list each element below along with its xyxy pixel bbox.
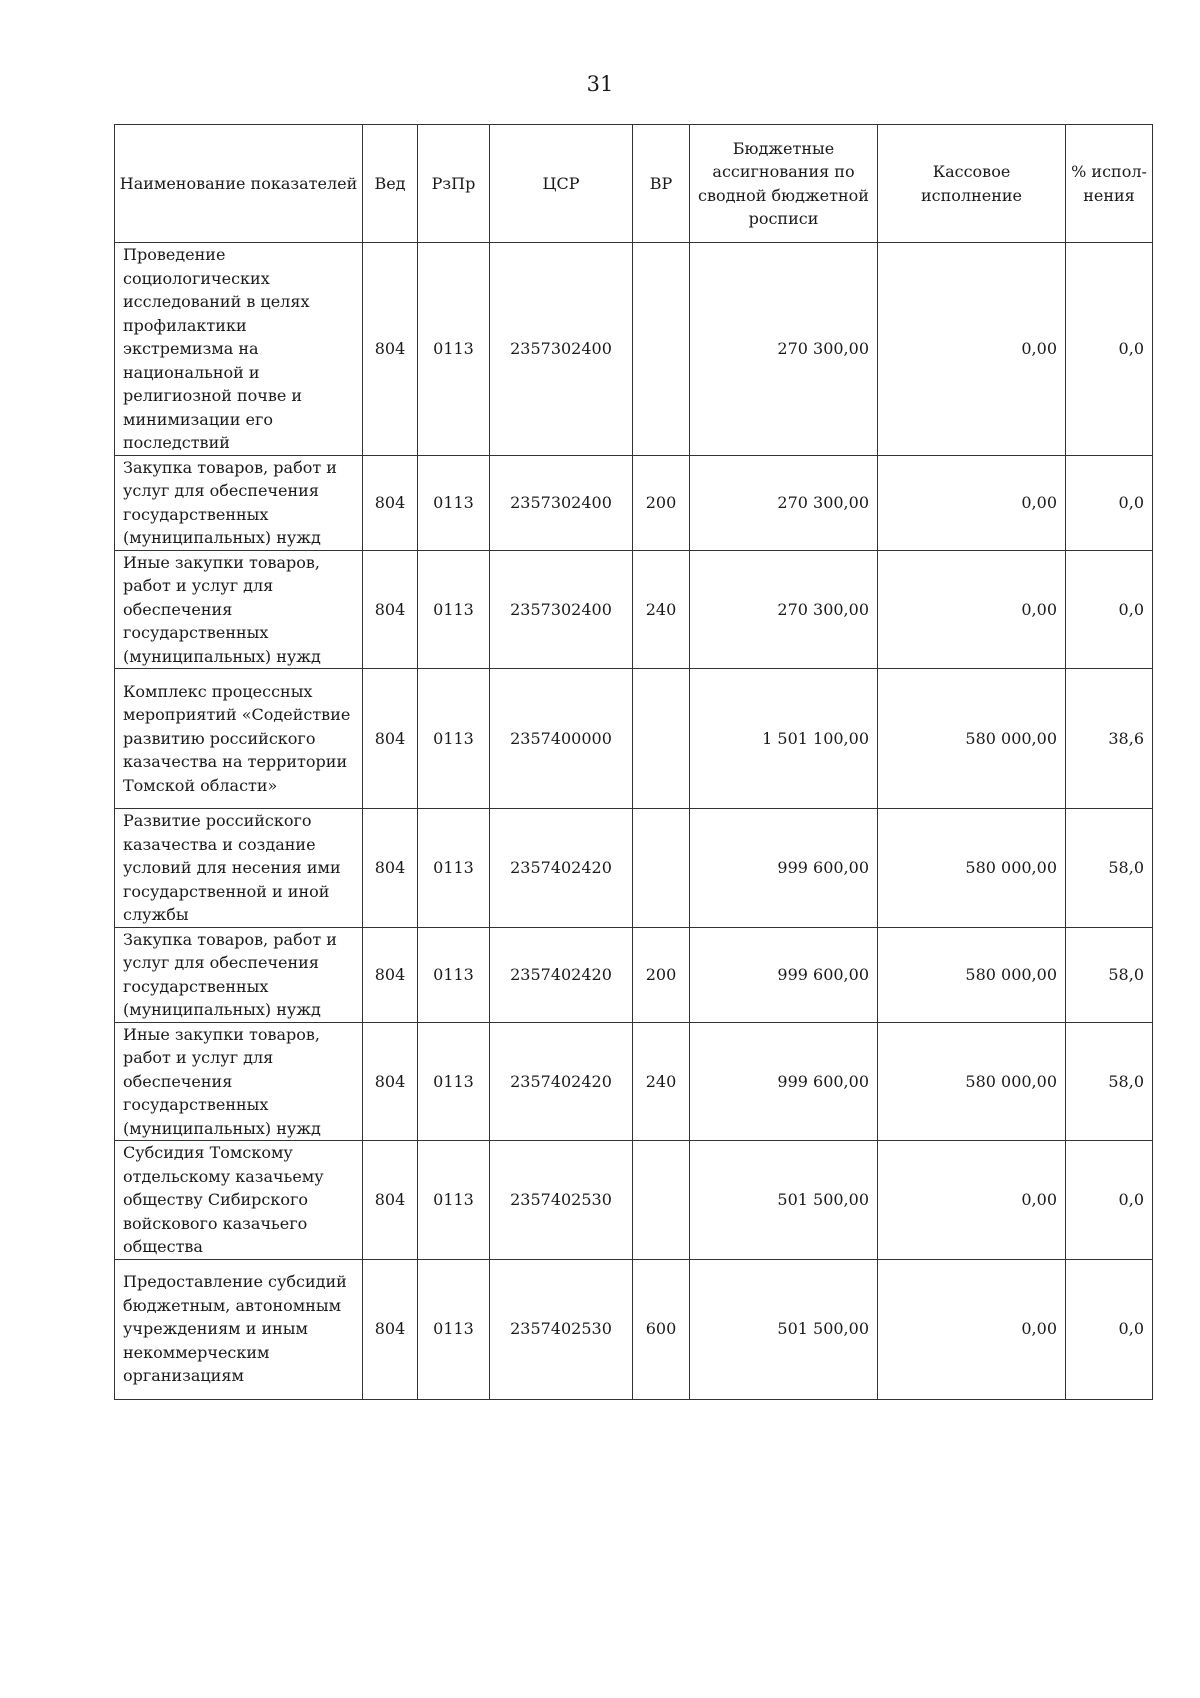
cell-budget: 1 501 100,00: [690, 669, 878, 809]
cell-csr: 2357400000: [490, 669, 633, 809]
cell-cash: 580 000,00: [878, 669, 1066, 809]
page-number: 31: [586, 72, 614, 96]
table-header: [115, 125, 1153, 243]
table-body: [115, 243, 1153, 1400]
table-row: [115, 1141, 1153, 1260]
table-row: [115, 1259, 1153, 1399]
cell-csr: 2357402420: [490, 927, 633, 1022]
cell-rzpr: 0113: [418, 1141, 490, 1260]
header-percent: % испол-нения: [1066, 125, 1153, 243]
cell-vr: [633, 669, 690, 809]
header-vr: ВР: [633, 125, 690, 243]
cell-percent: 58,0: [1066, 1022, 1153, 1141]
cell-vr: [633, 809, 690, 928]
table-row: [115, 809, 1153, 928]
cell-csr: 2357402420: [490, 1022, 633, 1141]
cell-rzpr: 0113: [418, 927, 490, 1022]
header-csr: ЦСР: [490, 125, 633, 243]
cell-name: Предоставление субсидий бюджетным, автономным учреждениям и иным некоммерческим организациям: [115, 1259, 363, 1399]
header-cash: Кассовое исполнение: [878, 125, 1066, 243]
cell-vr: 240: [633, 1022, 690, 1141]
cell-percent: 0,0: [1066, 1141, 1153, 1260]
cell-percent: 0,0: [1066, 550, 1153, 669]
cell-cash: 0,00: [878, 243, 1066, 456]
cell-percent: 58,0: [1066, 809, 1153, 928]
cell-name: Иные закупки товаров, работ и услуг для обеспечения государственных (муниципальных) нужд: [115, 550, 363, 669]
cell-ved: 804: [363, 1141, 418, 1260]
cell-csr: 2357302400: [490, 243, 633, 456]
table-row: [115, 455, 1153, 550]
cell-budget: 999 600,00: [690, 1022, 878, 1141]
cell-percent: 58,0: [1066, 927, 1153, 1022]
header-ved: Вед: [363, 125, 418, 243]
cell-percent: 0,0: [1066, 243, 1153, 456]
cell-ved: 804: [363, 550, 418, 669]
cell-cash: 0,00: [878, 550, 1066, 669]
cell-name: Закупка товаров, работ и услуг для обеспечения государственных (муниципальных) нужд: [115, 927, 363, 1022]
cell-rzpr: 0113: [418, 455, 490, 550]
budget-execution-table: [114, 124, 1153, 1400]
cell-name: Развитие российского казачества и создание условий для несения ими государственной и иной службы: [115, 809, 363, 928]
cell-ved: 804: [363, 455, 418, 550]
cell-cash: 580 000,00: [878, 927, 1066, 1022]
cell-rzpr: 0113: [418, 550, 490, 669]
cell-vr: 240: [633, 550, 690, 669]
cell-cash: 580 000,00: [878, 809, 1066, 928]
cell-vr: 200: [633, 927, 690, 1022]
cell-ved: 804: [363, 1022, 418, 1141]
cell-rzpr: 0113: [418, 669, 490, 809]
cell-ved: 804: [363, 669, 418, 809]
cell-cash: 580 000,00: [878, 1022, 1066, 1141]
cell-csr: 2357302400: [490, 455, 633, 550]
cell-budget: 999 600,00: [690, 809, 878, 928]
table-row: [115, 243, 1153, 456]
cell-budget: 270 300,00: [690, 243, 878, 456]
cell-budget: 501 500,00: [690, 1259, 878, 1399]
header-rzpr: РзПр: [418, 125, 490, 243]
header-name: Наименование показателей: [115, 125, 363, 243]
table-row: [115, 927, 1153, 1022]
cell-csr: 2357402530: [490, 1259, 633, 1399]
cell-rzpr: 0113: [418, 243, 490, 456]
cell-budget: 999 600,00: [690, 927, 878, 1022]
cell-ved: 804: [363, 809, 418, 928]
cell-vr: [633, 1141, 690, 1260]
table-row: [115, 669, 1153, 809]
cell-name: Субсидия Томскому отдельскому казачьему обществу Сибирского войскового казачьего общества: [115, 1141, 363, 1260]
cell-csr: 2357402530: [490, 1141, 633, 1260]
cell-vr: 600: [633, 1259, 690, 1399]
cell-cash: 0,00: [878, 1259, 1066, 1399]
cell-vr: [633, 243, 690, 456]
cell-name: Иные закупки товаров, работ и услуг для обеспечения государственных (муниципальных) нужд: [115, 1022, 363, 1141]
cell-budget: 270 300,00: [690, 550, 878, 669]
cell-percent: 0,0: [1066, 455, 1153, 550]
cell-vr: 200: [633, 455, 690, 550]
cell-name: Закупка товаров, работ и услуг для обеспечения государственных (муниципальных) нужд: [115, 455, 363, 550]
cell-csr: 2357302400: [490, 550, 633, 669]
cell-budget: 270 300,00: [690, 455, 878, 550]
cell-rzpr: 0113: [418, 1022, 490, 1141]
cell-name: Проведение социологических исследований в целях профилактики экстремизма на национальной и религиозной почве и минимизации его последствий: [115, 243, 363, 456]
cell-name: Комплекс процессных мероприятий «Содействие развитию российского казачества на территории Томской области»: [115, 669, 363, 809]
cell-percent: 38,6: [1066, 669, 1153, 809]
cell-ved: 804: [363, 1259, 418, 1399]
cell-cash: 0,00: [878, 1141, 1066, 1260]
cell-csr: 2357402420: [490, 809, 633, 928]
header-row: [115, 125, 1153, 243]
cell-cash: 0,00: [878, 455, 1066, 550]
cell-rzpr: 0113: [418, 809, 490, 928]
cell-ved: 804: [363, 243, 418, 456]
cell-rzpr: 0113: [418, 1259, 490, 1399]
table-row: [115, 550, 1153, 669]
header-budget: Бюджетные ассигнования по сводной бюджетной росписи: [690, 125, 878, 243]
table-row: [115, 1022, 1153, 1141]
cell-ved: 804: [363, 927, 418, 1022]
cell-percent: 0,0: [1066, 1259, 1153, 1399]
cell-budget: 501 500,00: [690, 1141, 878, 1260]
